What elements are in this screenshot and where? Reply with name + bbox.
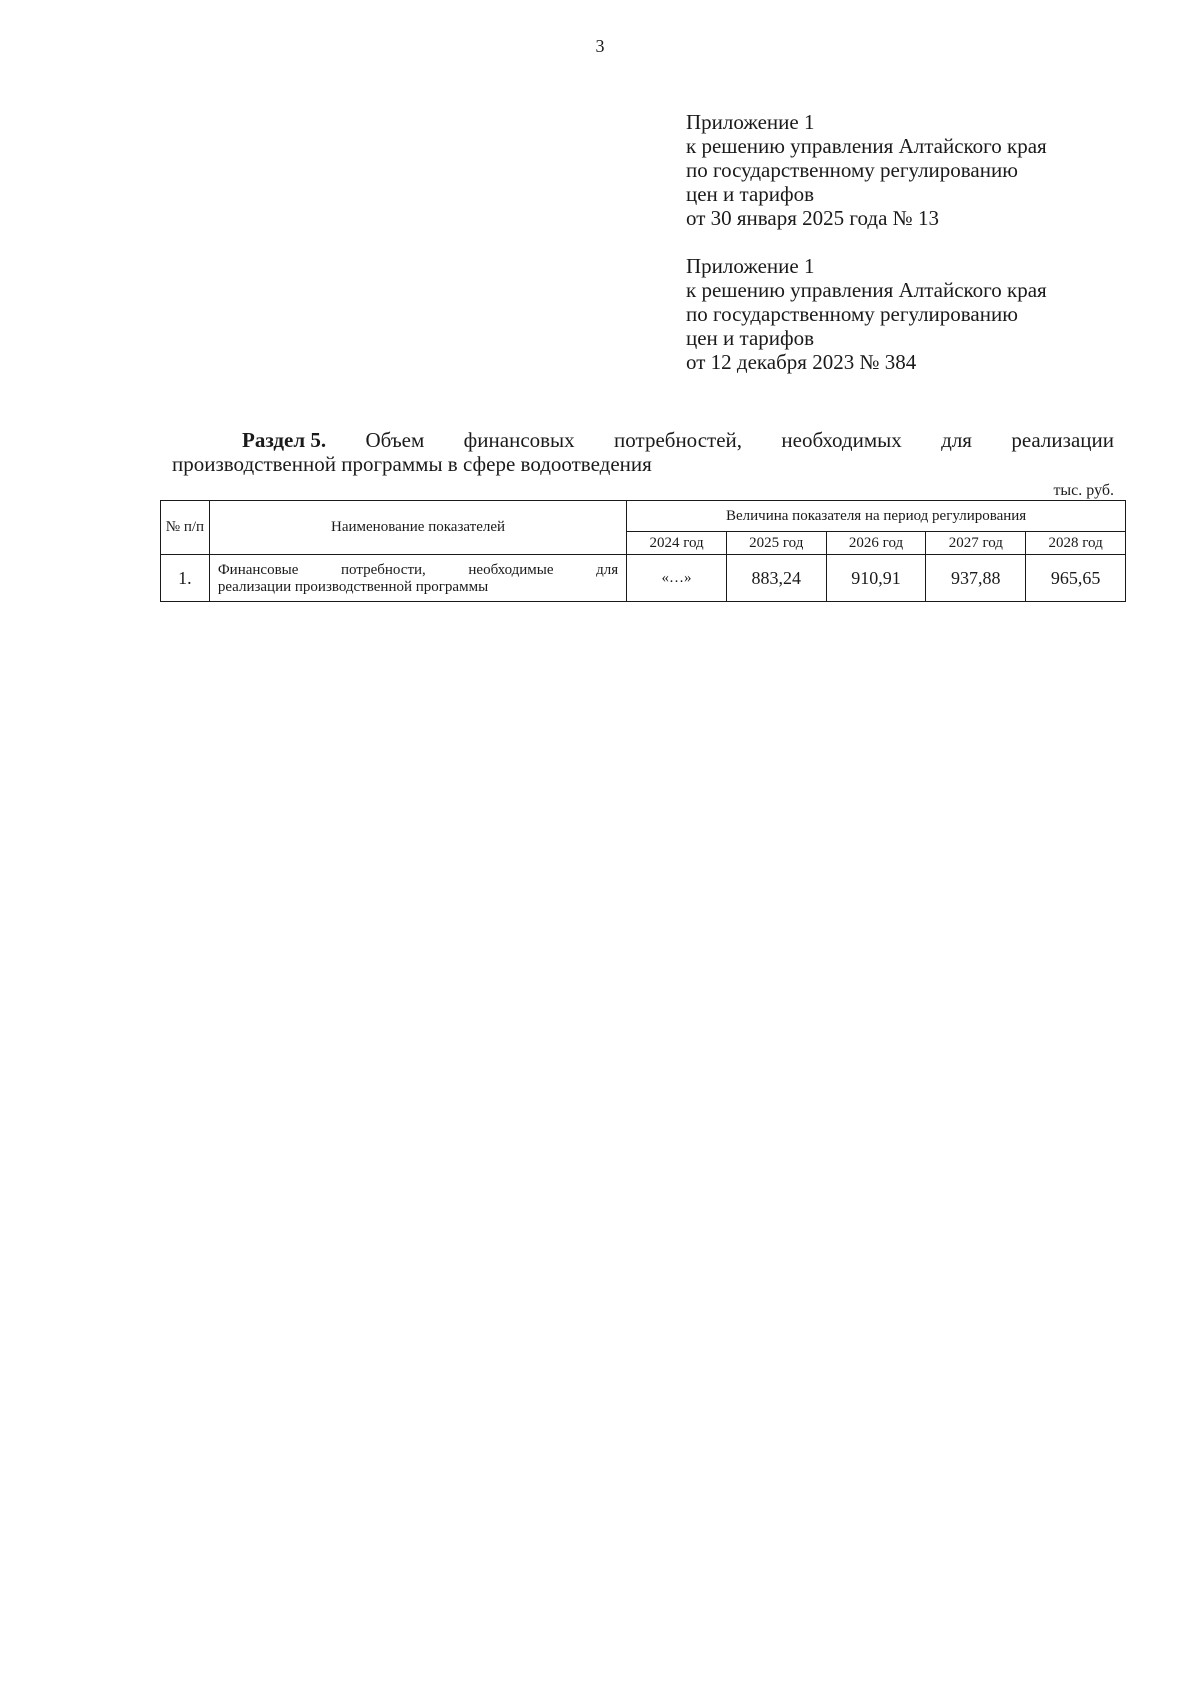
header-indicator-name: Наименование показателей: [209, 501, 626, 555]
section-title-word: финансовых: [463, 428, 575, 452]
units-label: тыс. руб.: [1053, 482, 1114, 499]
appendix-line: Приложение 1: [686, 254, 815, 278]
section-title-line-2: производственной программы в сфере водоотведения: [172, 452, 652, 476]
header-year: 2026 год: [826, 532, 926, 555]
appendix-line: цен и тарифов: [686, 182, 815, 206]
row-value-2027: 937,88: [926, 555, 1026, 602]
appendix-line: Приложение 1: [686, 110, 815, 134]
section-title: [172, 428, 1114, 476]
appendix-line: по государственному регулированию: [686, 158, 1018, 182]
section-title-word: реализации: [1011, 428, 1114, 452]
appendix-line: по государственному регулированию: [686, 302, 1018, 326]
appendix-line: цен и тарифов: [686, 326, 815, 350]
row-indicator-name: [209, 555, 626, 602]
header-year: 2028 год: [1026, 532, 1126, 555]
appendix-line: от 30 января 2025 года № 13: [686, 206, 939, 230]
row-value-2026: 910,91: [826, 555, 926, 602]
header-number: № п/п: [161, 501, 210, 555]
row-number: 1.: [161, 555, 210, 602]
appendix-line: к решению управления Алтайского края: [686, 278, 1047, 302]
financial-needs-table: [160, 500, 1126, 602]
table-row: [161, 555, 1126, 602]
row-value-2025: 883,24: [726, 555, 826, 602]
section-title-word: Объем: [365, 428, 425, 452]
row-name-word: для: [596, 562, 619, 578]
row-value-2028: 965,65: [1026, 555, 1126, 602]
table-header-row: [161, 501, 1126, 532]
section-label: Раздел 5.: [242, 428, 327, 452]
section-title-word: потребностей,: [614, 428, 743, 452]
appendix-current-block: [686, 110, 1166, 230]
section-title-line-1: [172, 428, 1114, 452]
row-name-line-2: реализации производственной программы: [217, 579, 489, 595]
header-year: 2027 год: [926, 532, 1026, 555]
row-name-word: необходимые: [468, 562, 554, 578]
page-number: 3: [595, 36, 605, 56]
row-name-line-1: [218, 562, 618, 579]
section-title-word: необходимых: [781, 428, 902, 452]
header-year: 2025 год: [726, 532, 826, 555]
appendix-original-block: [686, 254, 1166, 374]
row-name-word: Финансовые: [217, 562, 299, 578]
header-period: Величина показателя на период регулирования: [627, 501, 1126, 532]
header-year: 2024 год: [627, 532, 727, 555]
row-name-word: потребности,: [341, 562, 426, 578]
appendix-line: к решению управления Алтайского края: [686, 134, 1047, 158]
appendix-line: от 12 декабря 2023 № 384: [686, 350, 917, 374]
row-value-2024: «…»: [627, 555, 727, 602]
section-title-word: для: [941, 428, 972, 452]
